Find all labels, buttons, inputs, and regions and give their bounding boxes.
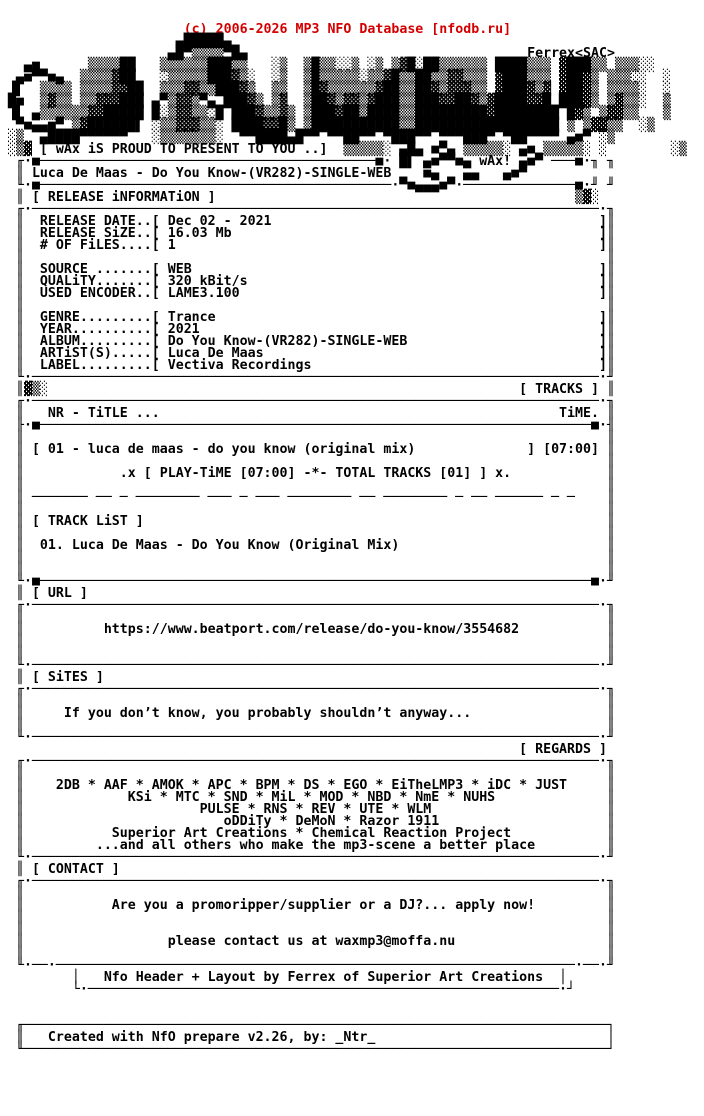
- nfo-line: ║ ║: [0, 922, 615, 937]
- nfo-line: ║ GENRE.........[ Trance ]║: [0, 310, 615, 325]
- nfo-line: ╓·───────────────────────────────────────────────────────────────────────·╖: [0, 874, 615, 889]
- nfo-line: ▐▌ ▄▒▒▒▒▒▒▓▓█████ █░▒▓▓▒▒░█ ███▓▒▒▓▒ ▒███▓██▒████▒▒█████████▓████████ █▓▒ ▒▓▓▒▒ ▒: [0, 106, 671, 121]
- nfo-line: ║ QUALiTY.......[ 320 kBit/s ]║: [0, 274, 615, 289]
- nfo-line: ║ ║: [0, 946, 615, 961]
- nfo-line: ║ ║: [0, 646, 615, 661]
- nfo-line: ▀■▄▄■▀ ▒▓██████▌ ░▒▒▓▓▓▒▒░ ████▓▓█▒ ▒███████████▒▒██████████████████ ▒ ▒▓▓▒▒ ░▒: [0, 118, 655, 133]
- nfo-line: [0, 996, 704, 1008]
- nfo-line: ║ Created with NfO prepare v2.26, by: _Ntr_ │: [0, 1030, 615, 1045]
- nfo-line: ║ 2DB * AAF * AMOK * APC * BPM * DS * EGO * EiTheLMP3 * iDC * JUST ║: [0, 778, 615, 793]
- nfo-line: ▄█████▄: [0, 34, 232, 49]
- nfo-line: ╓·───────────────────────────────────────────────────────────────────────·╖: [0, 598, 615, 613]
- nfo-line: ║ # OF FiLES....[ 1 ]║: [0, 238, 615, 253]
- nfo-line: ║ [ SiTES ]: [0, 670, 104, 685]
- nfo-line: └·───────────────────────────────────────────────────────────·┘: [0, 982, 576, 997]
- nfo-line: ▄█▀▒▒▒▒▀█▄ Ferrex<SAC>: [0, 46, 615, 61]
- nfo-line: ╙─────────────────────────────────────────────────────────────────────────┘: [0, 1042, 615, 1057]
- nfo-line: ║ KSi * MTC * SND * MiL * MOD * NBD * NmE * NUHS ║: [0, 790, 615, 805]
- nfo-line: ▄■ ▒▒▒▒██ ▒▒▒▒▒▒███▒▒ ░▒ ▒█▒▒░░▒ ░▒ ▒▓█░██▒▒▒▒▒▒ ████▒▒▒ ▓███▒▒ ▒▒▒░░: [0, 58, 655, 73]
- nfo-line: ╓·───────────────────────────────────────────────────────────────────────·╖: [0, 202, 615, 217]
- nfo-line: ╓·───────────────────────────────────────────────────────────────────────·╖: [0, 754, 615, 769]
- nfo-document: [0, 24, 704, 1104]
- nfo-line: ║ NR - TiTLE ... TiME. ║: [0, 406, 615, 421]
- nfo-line: ║ LABEL.........[ Vectiva Recordings ]║: [0, 358, 615, 373]
- nfo-line: ║ [ TRACK LiST ] ║: [0, 514, 615, 529]
- nfo-line: ║ PULSE * RNS * REV * UTE * WLM ║: [0, 802, 615, 817]
- nfo-line: ║ [ URL ]: [0, 586, 88, 601]
- nfo-line: ▄■▀▀■▄ ▒▒▒▒▓██ ░▒▒▒▒▒███▓▒░ ░▒ ▒█▒▒▒▒▒░▒▒▓█▒▒██▒▒▓▓▒▒▒ ▓███▒▒▒ ▓██▓▒ ▒▒▒░░ ░: [0, 70, 671, 85]
- nfo-line: ║ ║: [0, 478, 615, 493]
- nfo-line: ║ ║: [0, 634, 615, 649]
- nfo-line: ║ ║: [0, 454, 615, 469]
- nfo-line: ║ ...and all others who make the mp3-scene a better place ║: [0, 838, 615, 853]
- nfo-line: ░▒ ▄████▀▀▀▀▀▀ ░▒▒▒▒▒▒▒░ ▀▀████▄█▀▀ ▀▀██▀▀ ▀███▀▀ ▀▀▀███▀ ▀██▀▀▀▀ ▄■▀ ░▒: [0, 130, 615, 145]
- nfo-line: ║ ║: [0, 910, 615, 925]
- nfo-line: ║ ALBUM.........[ Do You Know-(VR282)-SINGLE-WEB ]║: [0, 334, 615, 349]
- nfo-line: ║ Superior Art Creations * Chemical Reaction Project ║: [0, 826, 615, 841]
- nfo-line: ║ .x [ PLAY-TiME [07:00] -*- TOTAL TRACKS [01] ] x. ║: [0, 466, 615, 481]
- nfo-line: ╙·───────────────────────────────────────────────────────────────────────·╜: [0, 850, 615, 865]
- nfo-line: ╓·■──────────────────────────────────────────■· █▌ ▄■▀▀■▄ wAx! ▄■▀ ───■·╖ ╖: [0, 154, 615, 169]
- nfo-line: [0, 1092, 704, 1104]
- nfo-line: ║ ARTiST(S).....[ Luca De Maas ]║: [0, 346, 615, 361]
- nfo-line: ║ oDDiTy * DeMoN * Razor 1911 ║: [0, 814, 615, 829]
- nfo-line: │ Nfo Header + Layout by Ferrex of Superior Art Creations │: [0, 970, 568, 985]
- nfo-line: ║▓▒░ [ TRACKS ] ║: [0, 382, 615, 397]
- nfo-line: ║ YEAR..........[ 2021 ]║: [0, 322, 615, 337]
- nfo-line: [0, 1080, 704, 1092]
- nfo-line: ╓·───────────────────────────────────────────────────────────────────────·╖: [0, 394, 615, 409]
- nfo-line: ║ RELEASE DATE..[ Dec 02 - 2021 ]║: [0, 214, 615, 229]
- nfo-line: ║ ║: [0, 502, 615, 517]
- nfo-line: ║ 01. Luca De Maas - Do You Know (Original Mix) ║: [0, 538, 615, 553]
- nfo-line: ║ ║: [0, 550, 615, 565]
- nfo-line: █■ ▒▓▒▒ ▒▒▓▓▓███ ▄▀▒▓▓▒▀▄ ███▓▒ ▒▓ ▒██▓▒▓▓▒▓███▒▒███▓▓██▓▒▓████▓▓█ ███▓▒ ▒▓▒▒░ ▒: [0, 94, 671, 109]
- nfo-line: ║ ─────── ── ─ ──────── ─── ─ ─── ──────── ── ──────── ─ ── ────── ─ ─ ║: [0, 490, 615, 505]
- nfo-line: ╙·───────────────────────────────────────────────────────────────────────·╜: [0, 730, 615, 745]
- nfo-line: ║ ║: [0, 694, 615, 709]
- copyright-banner-line: (c) 2006-2026 MP3 NFO Database [nfodb.ru]: [0, 22, 512, 37]
- nfo-line: ╙·───────────────────────────────────────────────────────────────────────·╜: [0, 658, 615, 673]
- nfo-line: ║ Luca De Maas - Do You Know-(VR282)-SINGLE-WEB ■▄ ▄▄ ▄■▀: [0, 166, 528, 181]
- nfo-line: ║ [ 01 - luca de maas - do you know (original mix) ] [07:00] ║: [0, 442, 615, 457]
- nfo-line: ╓─────────────────────────────────────────────────────────────────────────┐: [0, 1018, 615, 1033]
- nfo-line: ║ SOURCE .......[ WEB ]║: [0, 262, 615, 277]
- nfo-line: ║ ║: [0, 886, 615, 901]
- nfo-line: ║ If you don’t know, you probably shouldn’t anyway... ║: [0, 706, 615, 721]
- nfo-line: ║ ║: [0, 562, 615, 577]
- nfo-line: ░▒▓ [ wAx iS PROUD TO PRESENT TO YOU ..] ▒▒▒▒▒░ ▄█▄ ■▀▄ ▒▒▒▒▒░ ▄■ ▒▒▒▒▒░ ░ ░▒: [0, 142, 687, 157]
- nfo-line: ║ ║: [0, 430, 615, 445]
- nfo-line: ║ USED ENCODER..[ LAME3.100 ]║: [0, 286, 615, 301]
- nfo-line: ║ [ CONTACT ]: [0, 862, 120, 877]
- nfo-line: ║ ║: [0, 718, 615, 733]
- nfo-line: ╙·■─────────────────────────────────────────────────────────────────────■·╜: [0, 574, 615, 589]
- nfo-line: ╙·──·─────────────────────────────────────────────────────────────────·──·╜: [0, 958, 615, 973]
- nfo-line: ║ Are you a promoripper/supplier or a DJ?... apply now! ║: [0, 898, 615, 913]
- nfo-line: ║ [ RELEASE iNFORMATiON ] ▒▓░: [0, 190, 615, 205]
- nfo-line: ║ ║: [0, 298, 615, 313]
- nfo-line: ╓·───────────────────────────────────────────────────────────────────────·╖: [0, 682, 615, 697]
- nfo-line: [0, 1068, 704, 1080]
- nfo-line: ╙·───────────────────────────────────────────────────────────────────────·╜: [0, 370, 615, 385]
- nfo-line: ║ ║: [0, 610, 615, 625]
- nfo-line: ║ RELEASE SiZE..[ 16.03 Mb ]║: [0, 226, 615, 241]
- nfo-line: ║ please contact us at waxmp3@moffa.nu ║: [0, 934, 615, 949]
- nfo-line: ╟·■─────────────────────────────────────────────────────────────────────■·╢: [0, 418, 615, 433]
- nfo-line: ║ ║: [0, 250, 615, 265]
- nfo-line: ║ ║: [0, 766, 615, 781]
- nfo-line: [ REGARDS ]: [0, 742, 615, 757]
- nfo-line: [0, 1056, 704, 1068]
- nfo-line: ▐▌ ▒▒▒▒ ▒▒▒▒▓▓██ ▒▒▒▓▓▒▒███▓▒ ▒▒ ▒█▓▒▒▒▒▒▒▓██▒▒██▓▒▓▓▓▒▒ ▓███▓▒▓ ▓██▓▒ ▒▒▒▒░ ░: [0, 82, 671, 97]
- nfo-line: ╙·■────────────────────────────────────────────·▀■▄▄▄■▀·──────────────■·╜ ╜: [0, 178, 615, 193]
- nfo-line: ║ https://www.beatport.com/release/do-you-know/3554682 ║: [0, 622, 615, 637]
- nfo-line: ║ ║: [0, 526, 615, 541]
